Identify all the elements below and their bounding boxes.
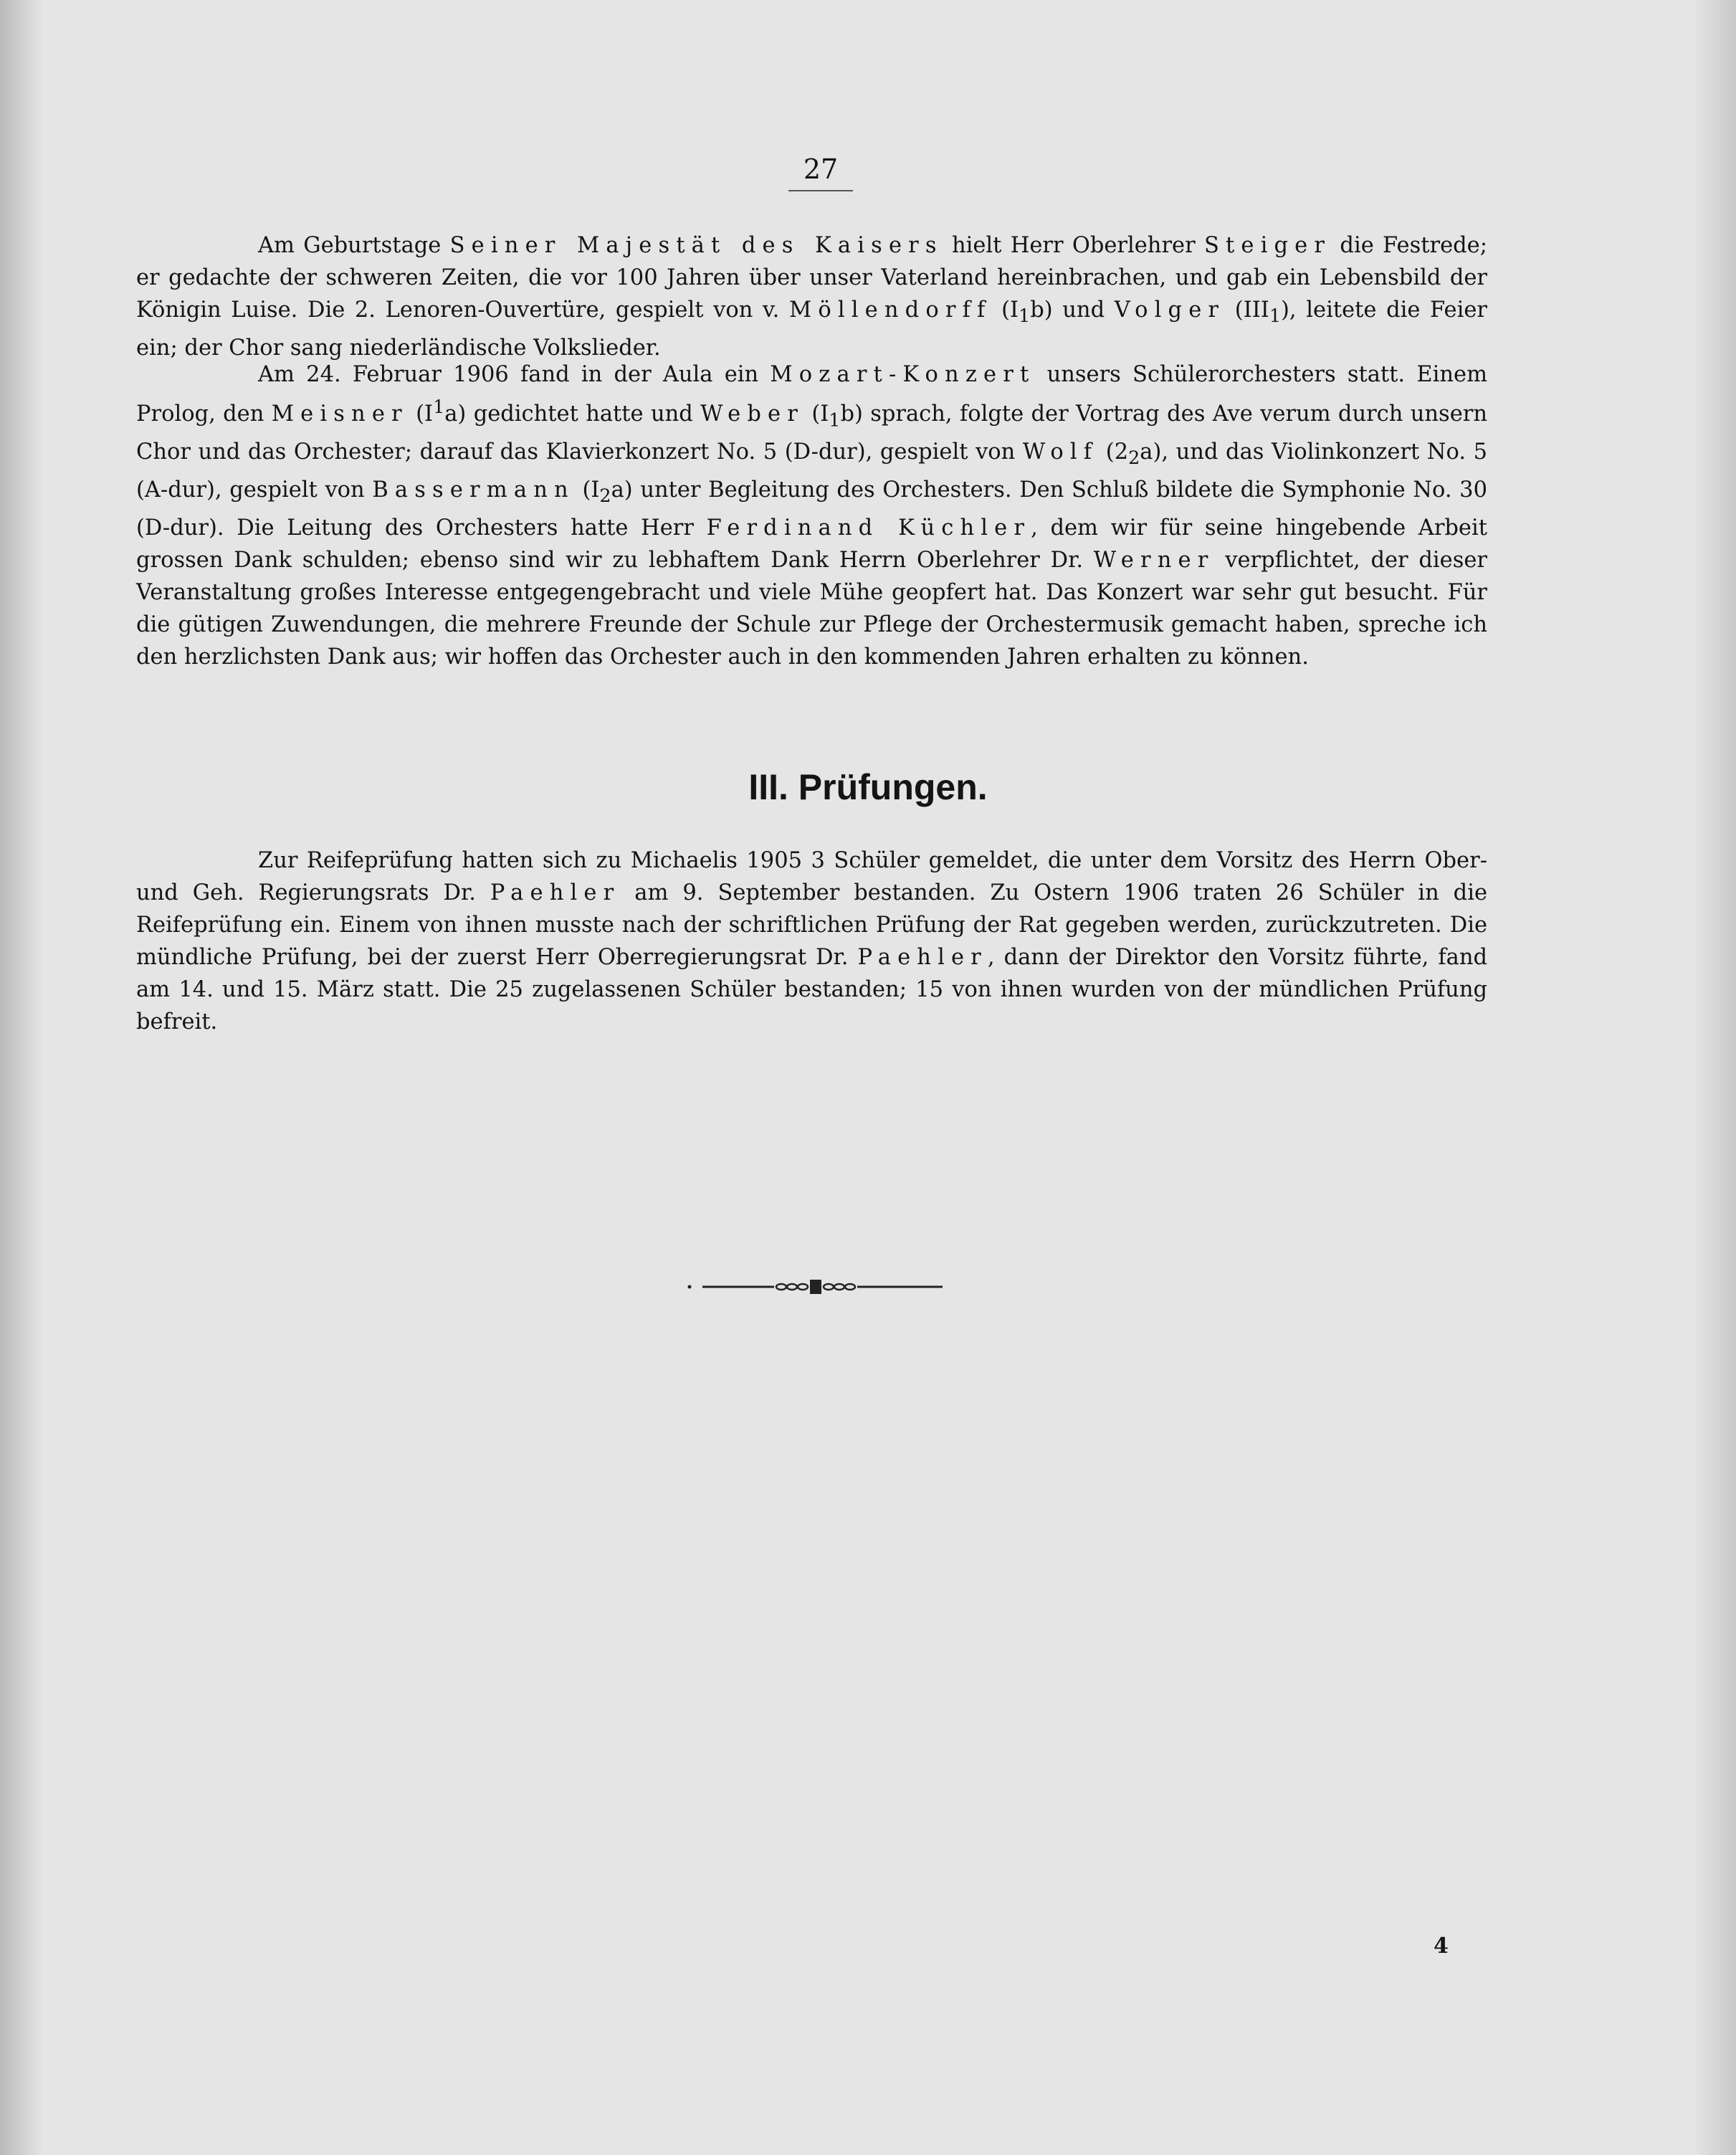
paragraph-birthday-celebration: Am Geburtstage Seiner Majestät des Kaisers hielt Herr Oberlehrer Steiger die Festrede; er gedachte der schweren Zeiten, die vor 100 Jahren über unser Vaterland hereinbrachen, und gab ein Lebensbild der Königin Luise. Die 2. Lenoren-Ouvertüre, gespielt von v. Möllendorff $(I_1b)$ und Volger $(III_1)$, leitete die Feier ein; der Chor sang niederländische Volkslieder. (136, 233, 1487, 361)
scan-shadow-left (0, 0, 43, 2155)
section-heading-pruefungen: III. Prüfungen. (748, 767, 988, 807)
page-number: 27 (803, 153, 839, 185)
page-number-rule (788, 190, 853, 191)
paragraph-mozart-concert: Am 24. Februar 1906 fand in der Aula ein Mozart-Konzert unsers Schülerorchesters statt. Einem Prolog, den Meisner $(I^1a)$ gedichtet hatte und Weber $(I_1b)$ sprach, folgte der Vortrag des Ave verum durch unsern Chor und das Orchester; darauf das Klavierkonzert No. 5 (D-dur), gespielt von Wolf $(2_2a)$, und das Violinkonzert No. 5 (A-dur), gespielt von Bassermann $(I_2a)$ unter Begleitung des Orchesters. Den Schluß bildete die Symphonie No. 30 (D-dur). Die Leitung des Orchesters hatte Herr Ferdinand Küchler, dem wir für seine hingebende Arbeit grossen Dank schulden; ebenso sind wir zu lebhaftem Dank Herrn Oberlehrer Dr. Werner verpflichtet, der dieser Veranstaltung großes Interesse entgegengebracht und viele Mühe geopfert hat. Das Konzert war sehr gut besucht. Für die gütigen Zuwendungen, die mehrere Freunde der Schule zur Pflege der Orchestermusik gemacht haben, spreche ich den herzlichsten Dank aus; wir hoffen das Orchester auch in den kommenden Jahren erhalten zu können. (136, 362, 1488, 670)
scan-shadow-right (1693, 0, 1736, 2155)
decorative-ornament-divider (681, 1272, 946, 1301)
signature-mark: 4 (1434, 1933, 1449, 1959)
paragraph-reifepruefung: Zur Reifeprüfung hatten sich zu Michaelis 1905 3 Schüler gemeldet, die unter dem Vorsitz des Herrn Ober- und Geh. Regierungsrats Dr. Paehler am 9. September bestanden. Zu Ostern 1906 traten 26 Schüler in die Reifeprüfung ein. Einem von ihnen musste nach der schriftlichen Prüfung der Rat gegeben werden, zurückzutreten. Die mündliche Prüfung, bei der zuerst Herr Oberregierungsrat Dr. Paehler, dann der Direktor den Vorsitz führte, fand am 14. und 15. März statt. Die 25 zugelassenen Schüler bestanden; 15 von ihnen wurden von der mündlichen Prüfung befreit. (136, 848, 1488, 1034)
